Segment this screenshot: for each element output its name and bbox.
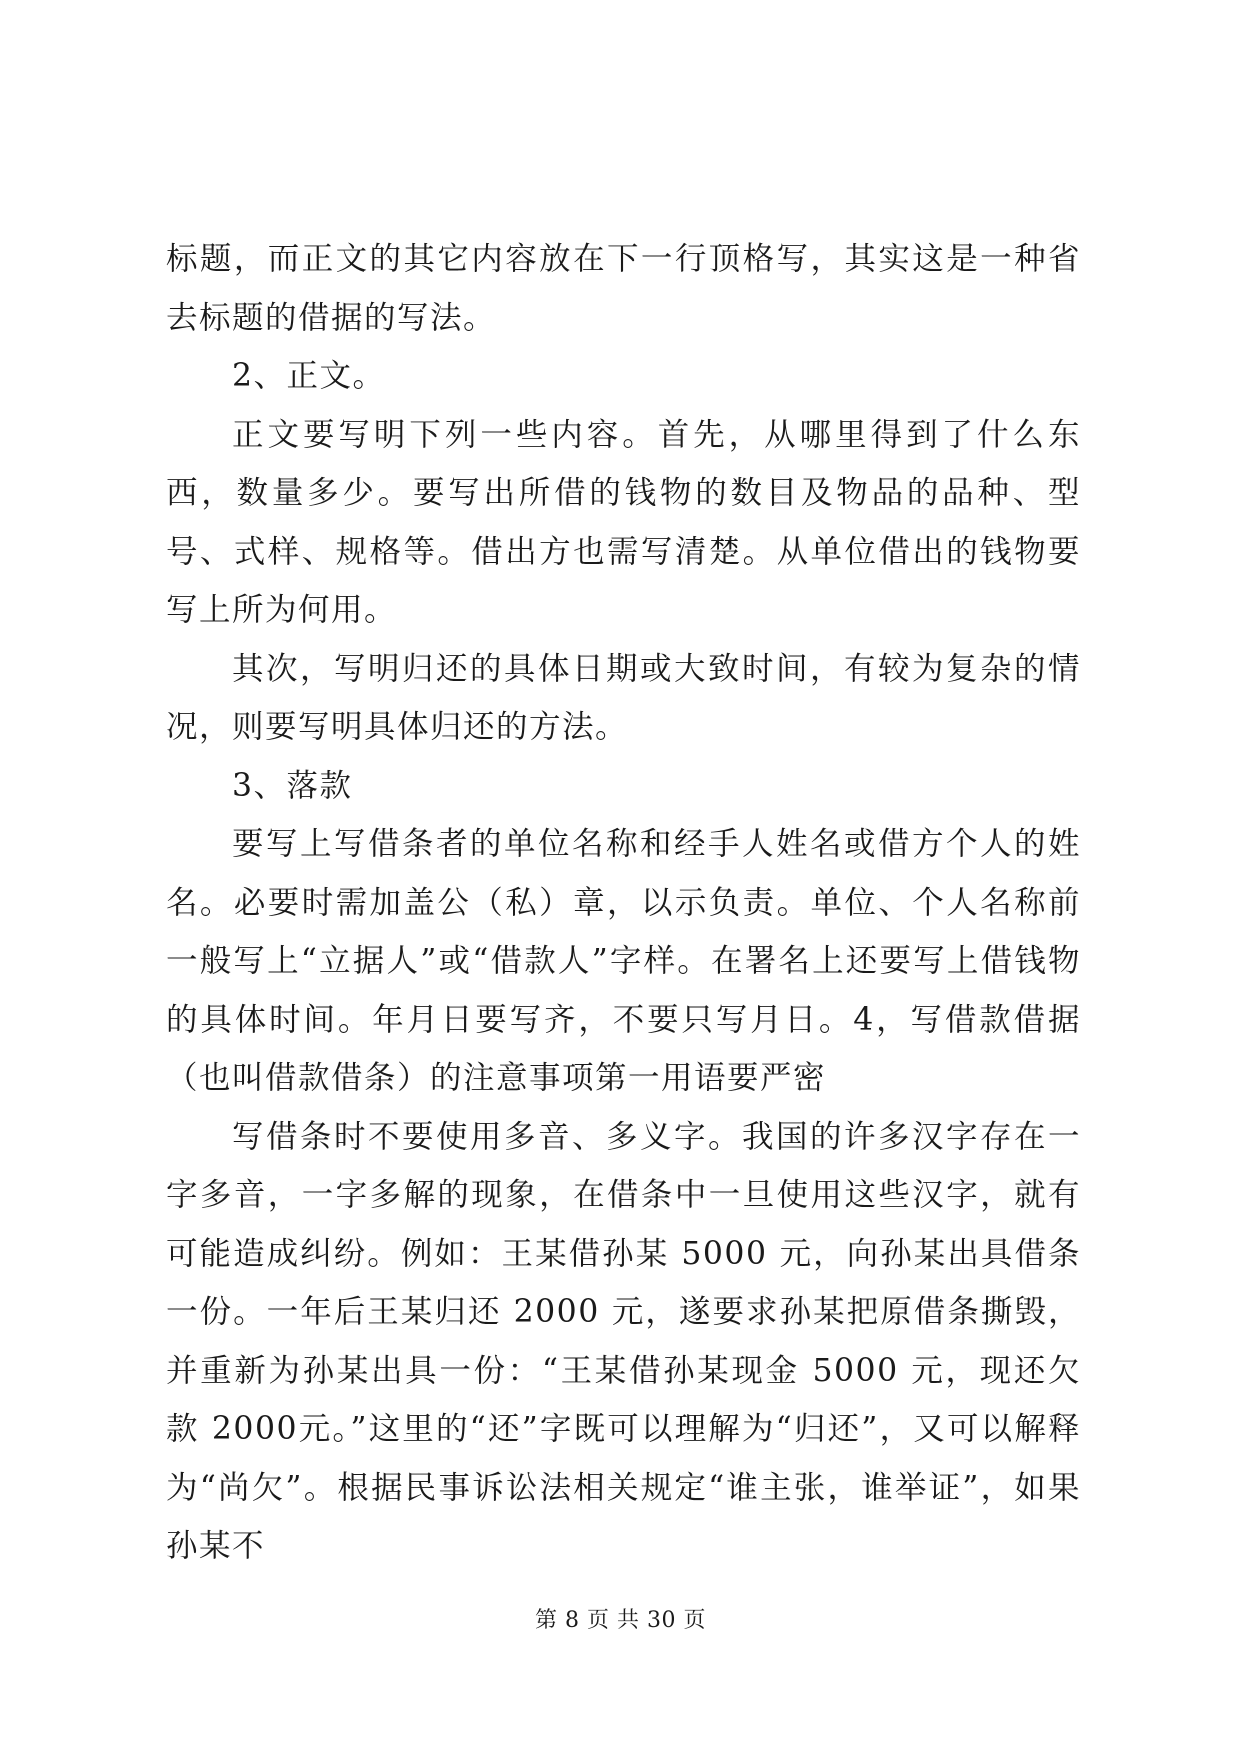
paragraph-return-date: 其次，写明归还的具体日期或大致时间，有较为复杂的情况，则要写明具体归还的方法。 — [166, 650, 1081, 745]
paragraph-continuation: 标题，而正文的其它内容放在下一行顶格写，其实这是一种省去标题的借据的写法。 — [166, 241, 1081, 336]
page-footer: 第 8 页 共 30 页 — [535, 1608, 706, 1633]
section-heading-signature: 3、落款 — [232, 767, 353, 804]
document-body — [166, 230, 1081, 1576]
paragraph-body-contents: 正文要写明下列一些内容。首先，从哪里得到了什么东西，数量多少。要写出所借的钱物的数目及物品的品种、型号、式样、规格等。借出方也需写清楚。从单位借出的钱物要写上所为何用。 — [166, 416, 1081, 628]
paragraph-wording: 写借条时不要使用多音、多义字。我国的许多汉字存在一字多音，一字多解的现象，在借条中一旦使用这些汉字，就有可能造成纠纷。例如：王某借孙某 5000 元，向孙某出具借条一份。一年后王某归还 2000 元，遂要求孙某把原借条撕毁，并重新为孙某出具一份：“王某借孙某现金 5000 元，现还欠款 2000元。”这里的“还”字既可以理解为“归还”，又可以解释为“尚欠”。根据民事诉讼法相关规定“谁主张，谁举证”，如果孙某不 — [166, 1118, 1081, 1564]
section-heading-body: 2、正文。 — [232, 358, 386, 394]
paragraph-signature: 要写上写借条者的单位名称和经手人姓名或借方个人的姓名。必要时需加盖公（私）章，以示负责。单位、个人名称前一般写上“立据人”或“借款人”字样。在署名上还要写上借钱物的具体时间。年月日要写齐，不要只写月日。4，写借款借据（也叫借款借条）的注意事项第一用语要严密 — [166, 826, 1081, 1096]
